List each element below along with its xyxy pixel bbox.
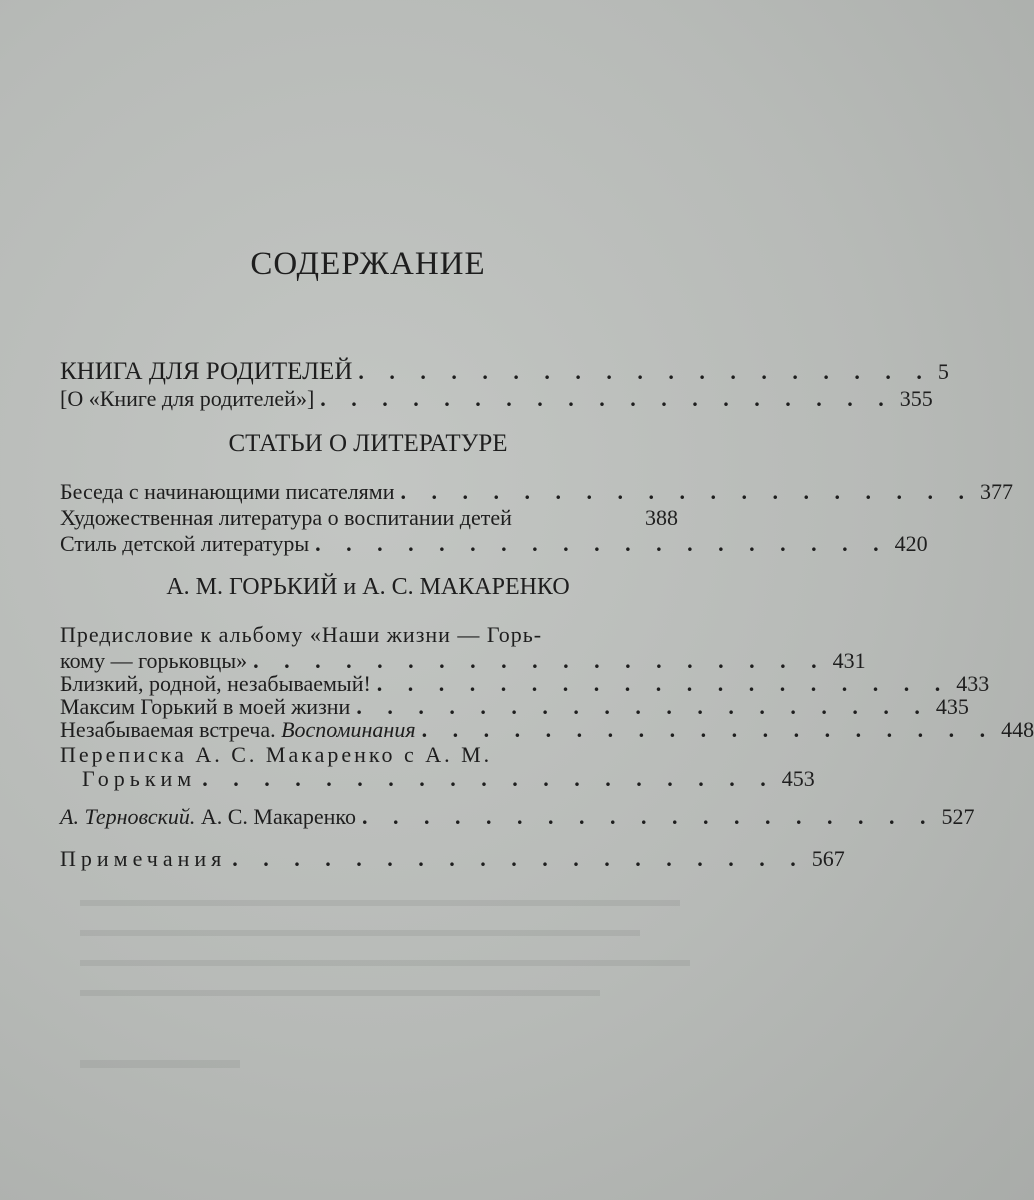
toc-leader-dots: . . . . . . . . . . . . . . . . . . . — [315, 531, 889, 556]
toc-entry-title: Близкий, родной, незабываемый! — [60, 671, 371, 696]
toc-leader-dots: . . . . . . . . . . . . . . . . . . . — [421, 717, 996, 742]
toc-entry-about-book[interactable] — [60, 386, 933, 412]
toc-entry-title: Художественная литература о воспитании детей — [60, 505, 512, 530]
toc-entry-title: кому — горьковцы» — [60, 648, 248, 673]
toc-page-number: 453 — [781, 766, 815, 791]
toc-entry-title-plain: А. С. Макаренко — [200, 804, 356, 829]
toc-leader-dots: . . . . . . . . . . . . . . . . . . . — [320, 386, 894, 411]
toc-page-number: 448 — [1001, 717, 1034, 742]
show-through-texture — [60, 880, 760, 1100]
toc-page-number: 527 — [941, 804, 975, 829]
toc-entry-correspondence[interactable] — [60, 766, 815, 792]
toc-page-number: 435 — [935, 694, 969, 719]
toc-entry-style[interactable] — [60, 531, 928, 557]
toc-leader-dots: . . . . . . . . . . . . . . . . . . . — [358, 359, 932, 384]
toc-entry-meeting[interactable] — [60, 717, 1034, 743]
toc-page-number: 5 — [937, 359, 949, 384]
toc-entry-book-for-parents[interactable] — [60, 358, 949, 385]
toc-entry-title-italic: Воспоминания — [281, 717, 416, 742]
toc-entry-title: Стиль детской литературы — [60, 531, 310, 556]
section-heading-literature: СТАТЬИ О ЛИТЕРАТУРЕ — [228, 430, 508, 457]
toc-entry-ternovsky[interactable] — [60, 804, 975, 830]
toc-entry-title: КНИГА ДЛЯ РОДИТЕЛЕЙ — [60, 358, 353, 385]
toc-entry-title — [60, 717, 416, 743]
toc-entry-correspondence-line1[interactable]: Переписка А. С. Макаренко с А. М. — [60, 742, 493, 767]
toc-leader-dots: . . . . . . . . . . . . . . . . . . . — [202, 766, 776, 791]
section-heading-gorky: А. М. ГОРЬКИЙ и А. С. МАКАРЕНКО — [166, 574, 570, 600]
toc-leader-dots: . . . . . . . . . . . . . . . . . . . — [356, 694, 930, 719]
toc-leader-dots: . . . . . . . . . . . . . . . . . . . — [376, 671, 951, 696]
contents-title: СОДЕРЖАНИЕ — [250, 246, 486, 282]
toc-leader-dots: . . . . . . . . . . . . . . . . . . . — [232, 846, 806, 871]
toc-entry-title: [О «Книге для родителей»] — [60, 386, 315, 411]
toc-entry-title: Примечания — [60, 846, 227, 871]
toc-page-number: 420 — [894, 531, 928, 556]
toc-entry-title-plain: Незабываемая встреча. — [60, 717, 276, 742]
toc-page-number: 433 — [956, 671, 990, 696]
toc-entry-title — [60, 804, 356, 830]
toc-leader-dots: . . . . . . . . . . . . . . . . . . . — [400, 479, 975, 504]
toc-entry-fiction[interactable] — [60, 505, 678, 531]
toc-leader-dots: . . . . . . . . . . . . . . . . . . . — [362, 804, 936, 829]
toc-page-number: 567 — [811, 846, 845, 871]
toc-entry-title: Горьким — [82, 766, 197, 791]
toc-leader-dots: . . . . . . . . . . . . . . . . . . . — [253, 648, 827, 673]
toc-page-number: 388 — [645, 505, 678, 530]
toc-entry-title: Максим Горький в моей жизни — [60, 694, 351, 719]
toc-page-number: 377 — [980, 479, 1014, 504]
toc-page-number: 355 — [899, 386, 933, 411]
toc-entry-notes[interactable] — [60, 846, 845, 872]
toc-entry-title: Беседа с начинающими писателями — [60, 479, 395, 504]
toc-entry-preface-line1[interactable]: Предисловие к альбому «Наши жизни — Горь- — [60, 622, 543, 647]
toc-entry-conversation[interactable] — [60, 479, 1014, 505]
toc-entry-author: А. Терновский. — [60, 804, 196, 829]
toc-page-number: 431 — [832, 648, 866, 673]
